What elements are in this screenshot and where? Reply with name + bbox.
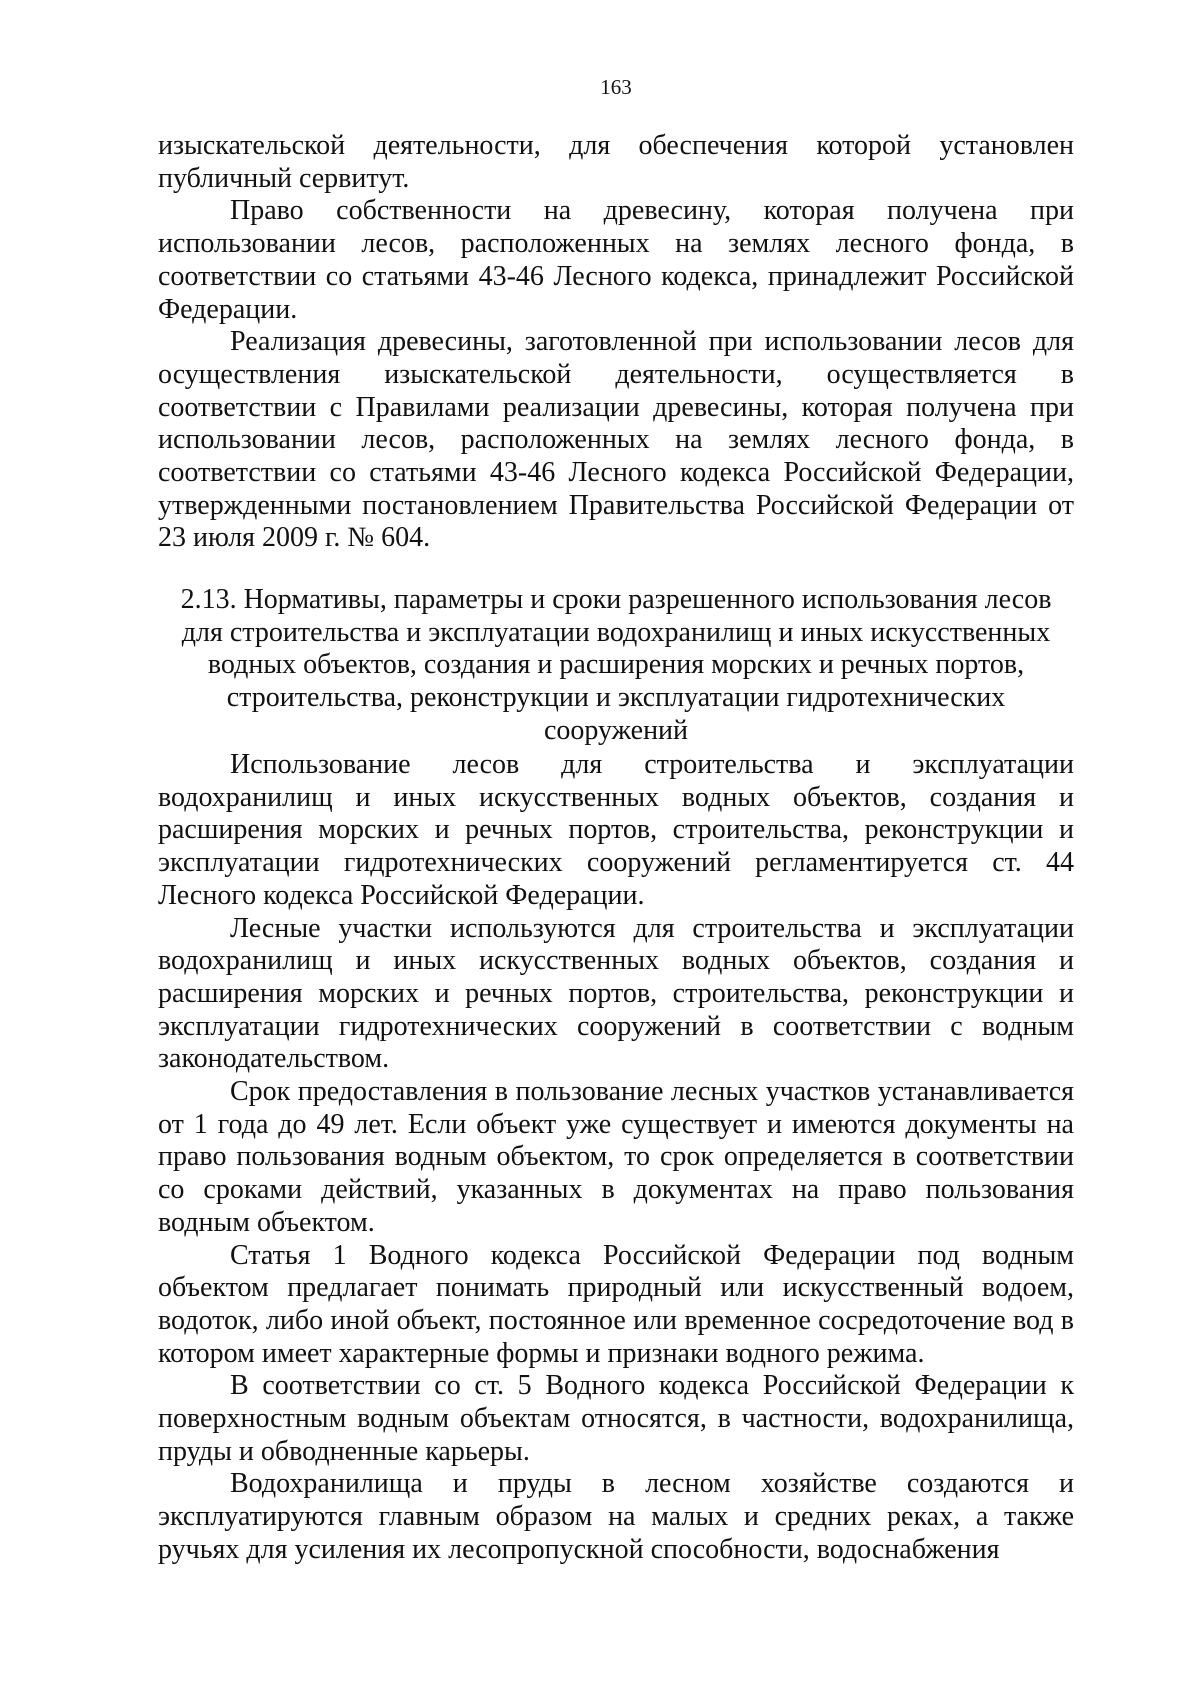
paragraph: В соответствии со ст. 5 Водного кодекса Российской Федерации к поверхностным водным объектам относятся, в частности, водохранилища, пруды и обводненные карьеры. xyxy=(158,1370,1074,1467)
paragraph: Срок предоставления в пользование лесных участков устанавливается от 1 года до 49 лет. Если объект уже существует и имеются документы на право пользования водным объектом, то срок определяется в соответствии со сроками действий, указанных в документах на право пользования водным объектом. xyxy=(158,1076,1074,1238)
section-heading-line: строительства, реконструкции и эксплуатации гидротехнических xyxy=(226,682,1006,714)
section-heading-line: для строительства и эксплуатации водохранилищ и иных искусственных xyxy=(181,616,1051,648)
section-heading-line: сооружений xyxy=(543,714,689,746)
paragraph: Лесные участки используются для строительства и эксплуатации водохранилищ и иных искусственных водных объектов, создания и расширения морских и речных портов, строительства, реконструкции и эксплуатации гидротехнических сооружений в соответствии с водным законодательством. xyxy=(158,912,1074,1075)
section-heading xyxy=(158,584,1074,748)
paragraph: изыскательской деятельности, для обеспечения которой установлен публичный сервитут. xyxy=(158,130,1074,194)
body-text-bottom xyxy=(158,749,1074,1567)
paragraph: Право собственности на древесину, которая получена при использовании лесов, расположенных на землях лесного фонда, в соответствии со статьями 43-46 Лесного кодекса, принадлежит Российской Федерации. xyxy=(158,195,1074,325)
section-heading-line: водных объектов, создания и расширения морских и речных портов, xyxy=(207,649,1025,681)
page-number: 163 xyxy=(600,75,632,99)
body-text-top xyxy=(158,130,1074,555)
section-heading-line: 2.13. Нормативы, параметры и сроки разрешенного использования лесов xyxy=(180,584,1052,615)
paragraph: Использование лесов для строительства и эксплуатации водохранилищ и иных искусственных водных объектов, создания и расширения морских и речных портов, строительства, реконструкции и эксплуатации гидротехнических сооружений регламентируется ст. 44 Лесного кодекса Российской Федерации. xyxy=(158,749,1074,911)
paragraph: Водохранилища и пруды в лесном хозяйстве создаются и эксплуатируются главным образом на малых и средних реках, а также ручьях для усиления их лесопропускной способности, водоснабжения xyxy=(158,1468,1074,1565)
paragraph: Статья 1 Водного кодекса Российской Федерации под водным объектом предлагает понимать природный или искусственный водоем, водоток, либо иной объект, постоянное или временное сосредоточение вод в котором имеет характерные формы и признаки водного режима. xyxy=(158,1239,1074,1369)
paragraph: Реализация древесины, заготовленной при использовании лесов для осуществления изыскательской деятельности, осуществляется в соответствии с Правилами реализации древесины, которая получена при использовании лесов, расположенных на землях лесного фонда, в соответствии со статьями 43-46 Лесного кодекса Российской Федерации, утвержденными постановлением Правительства Российской Федерации от 23 июля 2009 г. № 604. xyxy=(158,326,1074,554)
